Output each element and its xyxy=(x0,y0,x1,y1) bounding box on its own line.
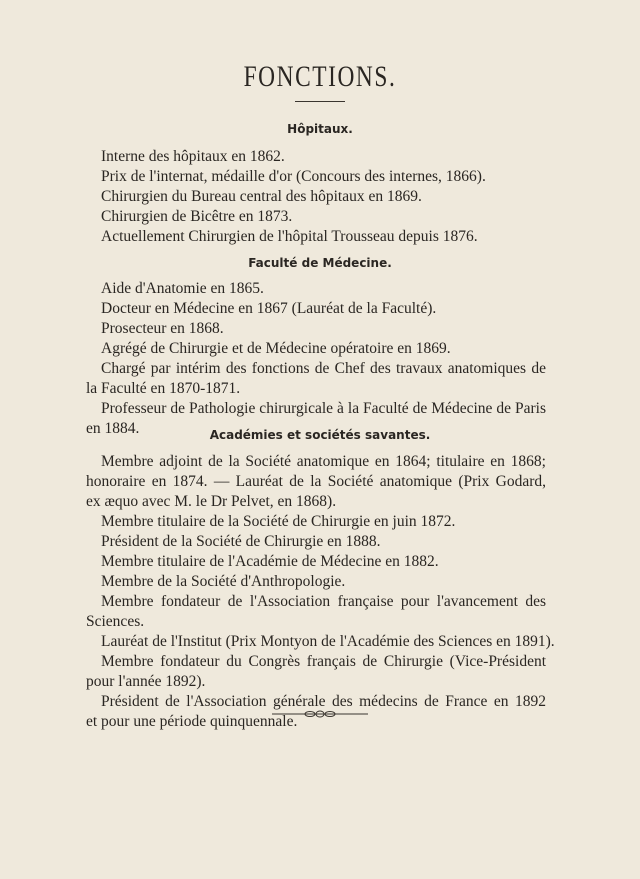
section-heading-faculte: Faculté de Médecine. xyxy=(248,256,392,270)
closing-ornament-icon xyxy=(270,707,370,721)
text-line: Lauréat de l'Institut (Prix Montyon de l'Académie des Sciences en 1891). xyxy=(101,633,555,650)
text-line: Docteur en Médecine en 1867 (Lauréat de la Faculté). xyxy=(101,300,437,317)
text-line: Chirurgien du Bureau central des hôpitaux en 1869. xyxy=(101,188,422,205)
text-line: Président de la Société de Chirurgie en 1888. xyxy=(101,533,381,550)
text-line: en 1884. xyxy=(86,420,140,437)
section-heading-academies: Académies et sociétés savantes. xyxy=(209,428,431,442)
section-body-faculte xyxy=(86,279,546,439)
text-line: ex æquo avec M. le Dr Pelvet, en 1868). xyxy=(86,493,337,510)
text-line: Chargé par intérim des fonctions de Chef des travaux anatomiques de xyxy=(101,360,546,377)
text-line: Membre titulaire de l'Académie de Médecine en 1882. xyxy=(101,553,439,570)
text-line: Prosecteur en 1868. xyxy=(101,320,224,337)
section-body-academies xyxy=(86,452,555,732)
text-line: la Faculté en 1870-1871. xyxy=(86,380,241,397)
page-title: FONCTIONS. xyxy=(243,60,397,93)
text-line: et pour une période quinquennale. xyxy=(86,713,298,730)
text-line: Prix de l'internat, médaille d'or (Concours des internes, 1866). xyxy=(101,168,486,185)
title-rule xyxy=(295,101,345,102)
text-line: pour l'année 1892). xyxy=(86,673,206,690)
text-line: Aide d'Anatomie en 1865. xyxy=(101,280,264,297)
text-line: Président de l'Association générale des médecins de France en 1892 xyxy=(101,693,546,710)
text-line: Membre adjoint de la Société anatomique en 1864; titulaire en 1868; xyxy=(101,453,546,470)
text-line: Sciences. xyxy=(86,613,145,630)
text-line: Interne des hôpitaux en 1862. xyxy=(101,148,285,165)
text-line: Membre de la Société d'Anthropologie. xyxy=(101,573,346,590)
section-body-hopitaux xyxy=(86,147,546,247)
section-heading-hopitaux: Hôpitaux. xyxy=(287,122,353,136)
text-line: Agrégé de Chirurgie et de Médecine opératoire en 1869. xyxy=(101,340,451,357)
text-line: Chirurgien de Bicêtre en 1873. xyxy=(101,208,293,225)
text-line: Membre titulaire de la Société de Chirurgie en juin 1872. xyxy=(101,513,456,530)
text-line: Membre fondateur du Congrès français de Chirurgie (Vice-Président xyxy=(101,653,546,670)
text-line: Membre fondateur de l'Association française pour l'avancement des xyxy=(101,593,546,610)
text-line: honoraire en 1874. — Lauréat de la Société anatomique (Prix Godard, xyxy=(86,473,546,490)
text-line: Professeur de Pathologie chirurgicale à la Faculté de Médecine de Paris xyxy=(101,400,546,417)
text-line: Actuellement Chirurgien de l'hôpital Trousseau depuis 1876. xyxy=(101,228,478,245)
